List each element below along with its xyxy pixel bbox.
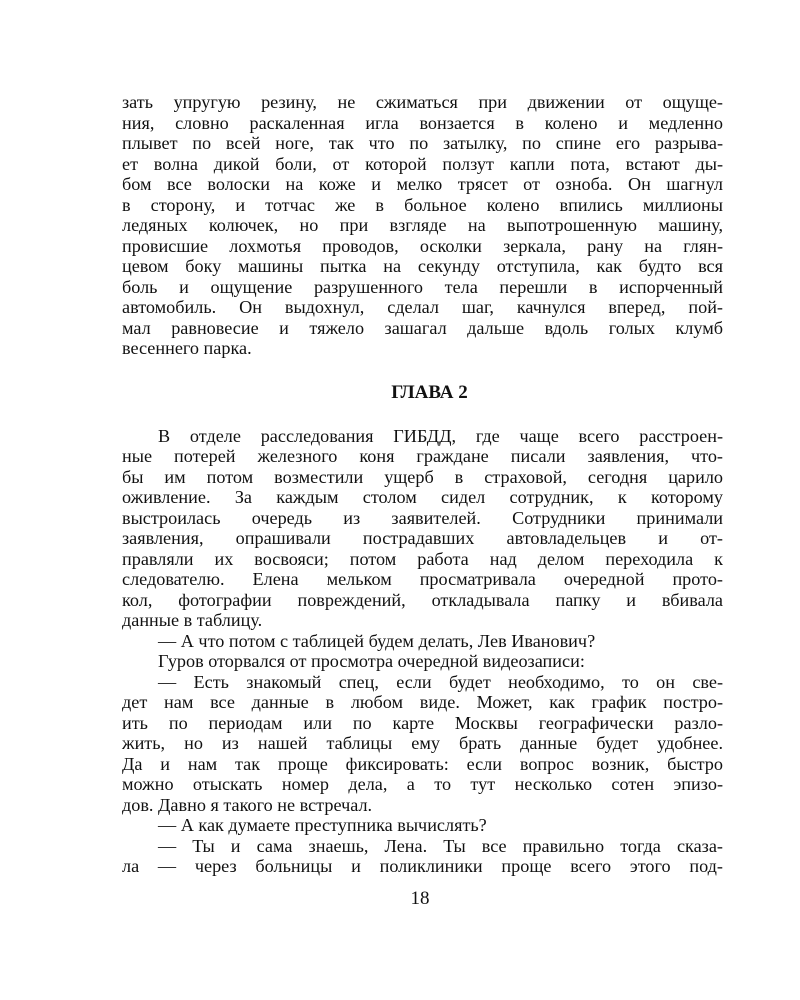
text-line: ить по периодам или по карте Москвы географически разло- — [122, 712, 723, 733]
text-line: ла — через больницы и поликлиники проще всего этого под- — [122, 856, 723, 876]
paragraph — [122, 672, 723, 816]
dialogue-line: — Ты и сама знаешь, Лена. Ты все правильно тогда сказа- — [158, 835, 723, 856]
text-line: ледяных колючек, но при взгляде на выпотрошенную машину, — [122, 215, 723, 235]
text-line: В отделе расследования ГИБДД, где чаще всего расстроен- — [158, 425, 723, 446]
text-line: правляли их восвояси; потом работа над делом переходила к — [122, 548, 723, 569]
text-line: в сторону, и тотчас же в больное колено впились миллионы — [122, 194, 723, 215]
text-line: плывет по всей ноге, так что по затылку, по спине его разрыва- — [122, 133, 723, 153]
chapter-title: ГЛАВА 2 — [391, 381, 468, 403]
text-line: дет нам все данные в любом виде. Может, как график постро- — [122, 692, 723, 712]
text-line: дов. Давно я такого не встречал. — [122, 794, 373, 815]
text-line: бом все волоски на коже и мелко трясет от озноба. Он шагнул — [122, 174, 723, 194]
dialogue-line: — А как думаете преступника вычислять? — [158, 815, 487, 835]
text-line: заявления, опрашивали пострадавших автовладельцев и от- — [122, 528, 723, 548]
text-line: можно отыскать номер дела, а то тут несколько сотен эпизо- — [122, 774, 723, 794]
text-line: цевом боку машины пытка на секунду отступила, как будто вся — [122, 256, 723, 276]
text-line: жить, но из нашей таблицы ему брать данные будет удобнее. — [122, 733, 723, 753]
dialogue-line: — А что потом с таблицей будем делать, Лев Иванович? — [158, 630, 596, 651]
text-line: ные потерей железного коня граждане писали заявления, что- — [122, 446, 723, 466]
page-number: 18 — [410, 888, 430, 909]
text-line: мал равновесие и тяжело зашагал дальше вдоль голых клумб — [122, 317, 723, 338]
text-line: боль и ощущение разрушенного тела перешли в испорченный — [122, 276, 723, 297]
text-line: ния, словно раскаленная игла вонзается в колено и медленно — [122, 112, 723, 133]
text-line: провисшие лохмотья проводов, осколки зеркала, рану на глян- — [122, 235, 723, 256]
text-line: бы им потом возместили ущерб в страховой, сегодня царило — [122, 466, 723, 487]
paragraph — [122, 426, 723, 631]
narration-line: Гуров оторвался от просмотра очередной видеозаписи: — [158, 651, 585, 671]
book-page-text — [122, 92, 723, 877]
text-line: Да и нам так проще фиксировать: если вопрос возник, быстро — [122, 753, 723, 774]
text-line: данные в таблицу. — [122, 610, 263, 630]
paragraph — [122, 92, 723, 359]
paragraph — [122, 836, 723, 877]
text-line: зать упругую резину, не сжиматься при движении от ощуще- — [122, 92, 723, 112]
text-line: следователю. Елена мельком просматривала очередной прото- — [122, 569, 723, 589]
dialogue-line: — Есть знакомый спец, если будет необходимо, то он све- — [158, 671, 723, 692]
text-line: выстроилась очередь из заявителей. Сотрудники принимали — [122, 507, 723, 528]
text-line: ет волна дикой боли, от которой ползут капли пота, встают ды- — [122, 153, 723, 174]
text-line: автомобиль. Он выдохнул, сделал шаг, качнулся вперед, пой- — [122, 297, 723, 317]
text-line: оживление. За каждым столом сидел сотрудник, к которому — [122, 487, 723, 507]
text-line: кол, фотографии повреждений, откладывала папку и вбивала — [122, 589, 723, 610]
text-line: весеннего парка. — [122, 338, 252, 358]
